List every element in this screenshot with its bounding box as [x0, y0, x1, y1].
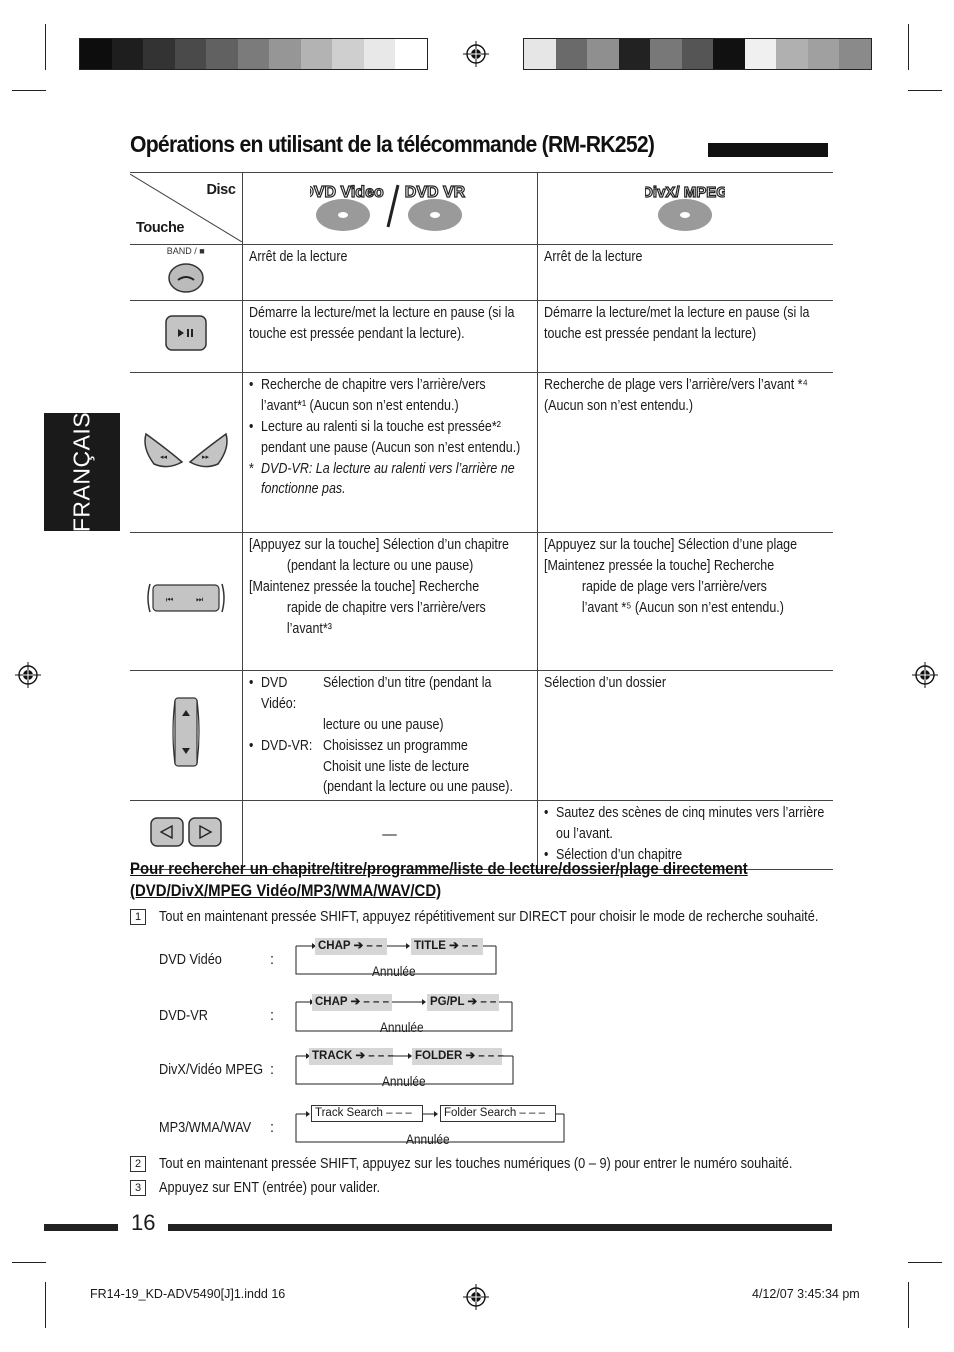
chap-chip: CHAP ➔ – – – — [312, 994, 392, 1011]
header-dvd-cell — [242, 173, 537, 245]
header-corner-cell — [130, 173, 242, 245]
dvd-video-vr-logo-icon — [310, 175, 470, 235]
row5-dvd-video-label: DVD Vidéo: — [260, 675, 296, 713]
folder-search-chip: Folder Search – – – — [440, 1105, 556, 1122]
mode-label: MP3/WMA/WAV — [159, 1120, 252, 1136]
row5-dvd-cell: • DVD Vidéo: Sélection d’un titre (pendant la lecture ou une pause) • DVD-VR: Choisissez un programme Choisit une liste de lecture (pendant la lecture ou une pause). — [242, 671, 537, 801]
row6-divx-bullet1: Sautez des scènes de cinq minutes vers l’arrière ou l’avant. — [555, 805, 824, 842]
registration-mark-icon — [15, 662, 41, 688]
step-number: 3 — [130, 1180, 146, 1196]
cancel-label: Annulée — [380, 1020, 424, 1035]
mode-colon: : — [270, 1062, 275, 1078]
step-text: Tout en maintenant pressée SHIFT, appuyez répétitivement sur DIRECT pour choisir le mode de recherche souhaité. — [159, 909, 819, 925]
step-3 — [130, 1180, 410, 1196]
row5-dvd-video-line2: lecture ou une pause) — [322, 716, 444, 733]
section-title — [130, 858, 748, 902]
mode-colon: : — [270, 1120, 275, 1136]
mode-label: DVD-VR — [159, 1008, 208, 1024]
table-row — [130, 373, 833, 533]
svg-text:⏭: ⏭ — [195, 595, 203, 605]
row6-dvd-text: — — [382, 826, 397, 843]
crop-mark — [908, 1262, 942, 1263]
crop-mark — [908, 24, 909, 70]
divx-mpeg-logo-icon — [645, 175, 725, 235]
row3-divx-text: Recherche de plage vers l’arrière/vers l’avant *⁴ (Aucun son n’est entendu.) — [543, 377, 808, 415]
table-row — [130, 533, 833, 671]
crop-mark — [12, 1262, 46, 1263]
key-cell — [130, 671, 242, 801]
crop-mark — [45, 1282, 46, 1328]
band-stop-label: BAND / ■ — [166, 245, 205, 256]
crop-mark — [45, 24, 46, 70]
table-row — [130, 244, 833, 301]
left-right-buttons-icon[interactable] — [148, 815, 224, 849]
track-chip: TRACK ➔ – – – — [309, 1048, 393, 1065]
crop-mark — [12, 90, 46, 91]
key-cell — [130, 244, 242, 301]
step-text: Tout en maintenant pressée SHIFT, appuyez sur les touches numériques (0 – 9) pour entrer le numéro souhaité. — [159, 1156, 793, 1172]
up-down-buttons-icon[interactable] — [169, 694, 203, 770]
play-pause-button-icon[interactable] — [163, 313, 209, 353]
row4-divx-line2: [Maintenez pressée la touche] Recherche — [543, 558, 774, 575]
registration-mark-icon — [463, 41, 489, 67]
row4-dvd-line4: rapide de chapitre vers l’arrière/vers — [286, 599, 486, 616]
row3-dvd-cell: • Recherche de chapitre vers l’arrière/vers l’avant*¹ (Aucun son n’est entendu.) • Lecture au ralenti si la touche est pressée*² pendant une pause (Aucun son n’est entendu.) * DVD-VR: La lecture au ralenti vers l’arrière ne fonctionne pas. — [242, 373, 537, 533]
footer-file-info: FR14-19_KD-ADV5490[J]1.indd 16 — [90, 1287, 286, 1301]
title-chip: TITLE ➔ – – — [411, 938, 483, 955]
chap-chip: CHAP ➔ – – — [315, 938, 387, 955]
pgpl-chip: PG/PL ➔ – – — [427, 994, 499, 1011]
section-title-line2: (DVD/DivX/MPEG Vidéo/MP3/WMA/WAV/CD) — [130, 881, 442, 900]
row4-dvd-line5: l’avant*³ — [286, 620, 332, 637]
row3-note-mark: * — [248, 460, 254, 477]
row5-dvd-video-line1: Sélection d’un titre (pendant la — [322, 675, 491, 692]
key-cell — [130, 301, 242, 373]
band-stop-button-icon[interactable] — [166, 262, 206, 294]
table-row — [130, 301, 833, 373]
footer-bar — [168, 1224, 832, 1231]
row5-divx-text: Sélection d’un dossier — [543, 675, 666, 692]
footer-bar — [44, 1224, 118, 1231]
row3-divx-cell — [537, 373, 833, 533]
row3-dvd-note: DVD-VR: La lecture au ralenti vers l’arrière ne fonctionne pas. — [260, 460, 515, 498]
rewind-forward-buttons-icon[interactable] — [138, 426, 234, 472]
step-number: 1 — [130, 909, 146, 925]
mode-label: DVD Vidéo — [159, 952, 222, 968]
row3-dvd-bullet2: Lecture au ralenti si la touche est pressée*² pendant une pause (Aucun son n’est entendu.) — [260, 418, 520, 456]
registration-mark-icon — [912, 662, 938, 688]
skip-buttons-icon[interactable] — [144, 580, 228, 616]
row2-divx-cell — [537, 301, 833, 373]
color-bar-left — [79, 38, 428, 70]
footer-date-info: 4/12/07 3:45:34 pm — [752, 1287, 860, 1301]
svg-text:▸▸: ▸▸ — [201, 453, 209, 462]
row1-dvd-cell — [242, 244, 537, 301]
row2-divx-text: Démarre la lecture/met la lecture en pause (si la touche est pressée pendant la lecture) — [543, 305, 809, 343]
dvd-vr-logo-text: DVD VR — [404, 184, 465, 201]
row4-dvd-cell — [242, 533, 537, 671]
row5-dvd-vr-line2: Choisit une liste de lecture — [322, 758, 469, 775]
row5-dvd-vr-label: DVD-VR: — [260, 737, 312, 754]
row4-divx-cell — [537, 533, 833, 671]
mode-colon: : — [270, 1008, 275, 1024]
table-row — [130, 671, 833, 801]
key-cell — [130, 373, 242, 533]
section-title-line1: Pour rechercher un chapitre/titre/programme/liste de lecture/dossier/plage directement — [130, 859, 748, 878]
row5-dvd-vr-line3: (pendant la lecture ou une pause). — [322, 779, 513, 796]
row4-dvd-line2: (pendant la lecture ou une pause) — [286, 558, 473, 575]
row4-divx-line1: [Appuyez sur la touche] Sélection d’une plage — [543, 537, 797, 554]
dvd-video-logo-text: DVD Video — [309, 184, 384, 201]
color-bar-right — [523, 38, 872, 70]
title-bar — [708, 143, 828, 157]
crop-mark — [908, 1282, 909, 1328]
cancel-label: Annulée — [406, 1132, 450, 1147]
cancel-label: Annulée — [382, 1074, 426, 1089]
row5-dvd-vr-line1: Choisissez un programme — [322, 737, 468, 754]
step-number: 2 — [130, 1156, 146, 1172]
row4-dvd-line1: [Appuyez sur la touche] Sélection d’un chapitre — [248, 537, 509, 554]
row6-divx-bullet2: Sélection d’un chapitre — [555, 846, 682, 863]
folder-chip: FOLDER ➔ – – – — [412, 1048, 502, 1065]
crop-mark — [908, 90, 942, 91]
mode-colon: : — [270, 952, 275, 968]
key-cell — [130, 533, 242, 671]
row4-dvd-line3: [Maintenez pressée la touche] Recherche — [248, 578, 479, 595]
registration-mark-icon — [463, 1284, 489, 1310]
mode-label: DivX/Vidéo MPEG — [159, 1062, 264, 1078]
cancel-label: Annulée — [372, 964, 416, 979]
svg-text:◂◂: ◂◂ — [159, 453, 167, 462]
step-2 — [130, 1156, 879, 1172]
language-tab — [44, 413, 120, 531]
header-divx-cell — [537, 173, 833, 245]
row1-divx-cell — [537, 244, 833, 301]
row2-dvd-cell — [242, 301, 537, 373]
row1-divx-text: Arrêt de la lecture — [543, 248, 642, 265]
operations-table — [130, 172, 833, 870]
svg-text:⏮: ⏮ — [165, 595, 173, 605]
row5-divx-cell — [537, 671, 833, 801]
row6-divx-cell: • Sautez des scènes de cinq minutes vers l’arrière ou l’avant. • Sélection d’un chapitre — [537, 801, 833, 870]
row4-divx-line4: l’avant *⁵ (Aucun son n’est entendu.) — [581, 599, 784, 616]
row3-dvd-bullet1: Recherche de chapitre vers l’arrière/vers l’avant*¹ (Aucun son n’est entendu.) — [260, 377, 486, 415]
row1-dvd-text: Arrêt de la lecture — [248, 248, 347, 265]
row4-divx-line3: rapide de plage vers l’arrière/vers — [581, 578, 767, 595]
row2-dvd-text: Démarre la lecture/met la lecture en pause (si la touche est pressée pendant la lecture). — [248, 305, 514, 343]
track-search-chip: Track Search – – – — [311, 1105, 423, 1122]
page-number: 16 — [131, 1210, 156, 1235]
page-title: Opérations en utilisant de la télécommande (RM-RK252) — [130, 131, 655, 157]
divx-mpeg-logo-text: DivX/ MPEG — [645, 184, 726, 201]
step-1 — [130, 909, 908, 925]
table-header-row — [130, 173, 833, 245]
step-text: Appuyez sur ENT (entrée) pour valider. — [159, 1180, 381, 1196]
header-disc-label: Disc — [206, 182, 236, 199]
language-tab-label: FRANÇAIS — [68, 411, 95, 533]
header-touche-label: Touche — [136, 219, 185, 236]
